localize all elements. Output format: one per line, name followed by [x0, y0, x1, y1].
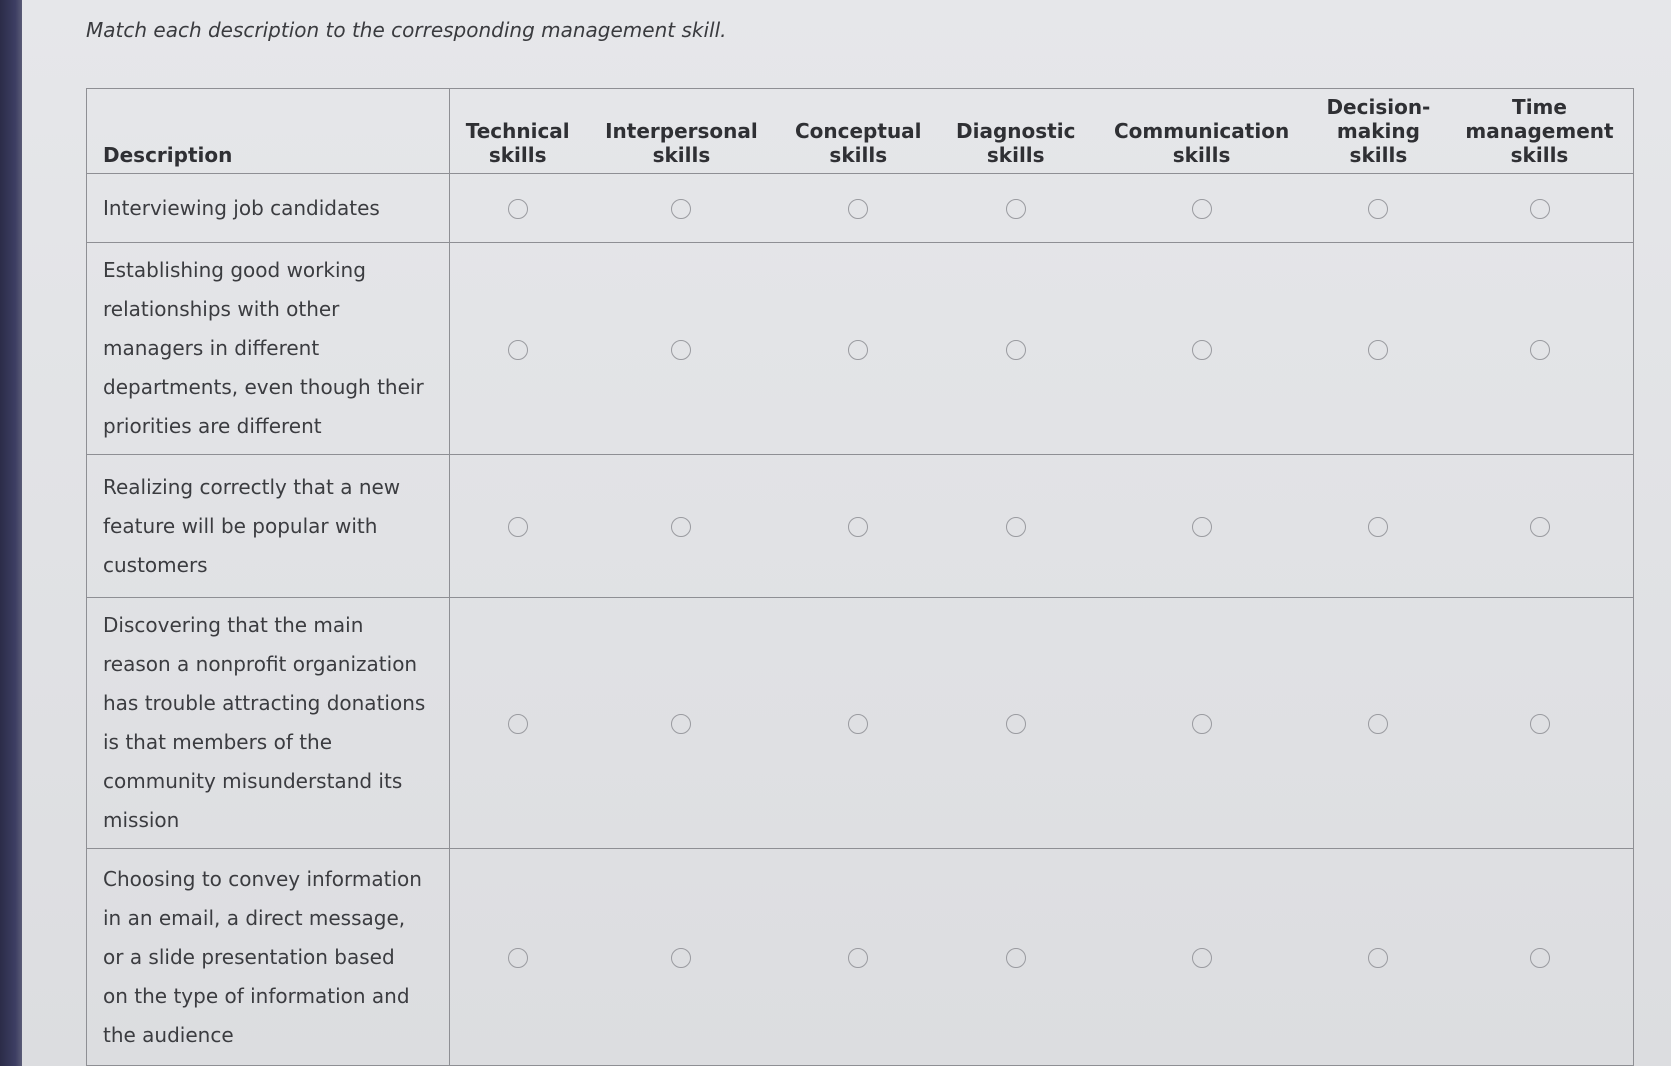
- column-header-communication: Communication skills: [1092, 89, 1310, 174]
- column-header-diagnostic: Diagnostic skills: [939, 89, 1092, 174]
- radio-time-management[interactable]: [1530, 948, 1550, 968]
- radio-communication[interactable]: [1192, 340, 1212, 360]
- radio-technical[interactable]: [508, 199, 528, 219]
- header-row: [87, 89, 1634, 174]
- table-row: [87, 243, 1634, 455]
- description-header: Description: [87, 89, 450, 174]
- radio-diagnostic[interactable]: [1006, 948, 1026, 968]
- table-row: [87, 849, 1634, 1066]
- radio-conceptual[interactable]: [848, 714, 868, 734]
- radio-interpersonal[interactable]: [671, 948, 691, 968]
- radio-decision-making[interactable]: [1368, 340, 1388, 360]
- radio-diagnostic[interactable]: [1006, 199, 1026, 219]
- radio-time-management[interactable]: [1530, 714, 1550, 734]
- radio-decision-making[interactable]: [1368, 517, 1388, 537]
- column-header-technical: Technical skills: [450, 89, 586, 174]
- column-header-conceptual: Conceptual skills: [777, 89, 939, 174]
- radio-technical[interactable]: [508, 948, 528, 968]
- column-header-interpersonal: Interpersonal skills: [585, 89, 777, 174]
- screen: [22, 0, 1671, 1066]
- radio-diagnostic[interactable]: [1006, 340, 1026, 360]
- radio-interpersonal[interactable]: [671, 517, 691, 537]
- radio-time-management[interactable]: [1530, 340, 1550, 360]
- radio-decision-making[interactable]: [1368, 199, 1388, 219]
- radio-diagnostic[interactable]: [1006, 517, 1026, 537]
- radio-interpersonal[interactable]: [671, 340, 691, 360]
- row-description: Discovering that the main reason a nonprofit organization has trouble attracting donations is that members of the community misunderstand its mission: [87, 598, 450, 849]
- radio-conceptual[interactable]: [848, 517, 868, 537]
- column-header-time-management: Time management skills: [1446, 89, 1633, 174]
- row-description: Interviewing job candidates: [87, 174, 450, 243]
- radio-interpersonal[interactable]: [671, 714, 691, 734]
- radio-diagnostic[interactable]: [1006, 714, 1026, 734]
- radio-interpersonal[interactable]: [671, 199, 691, 219]
- radio-conceptual[interactable]: [848, 340, 868, 360]
- radio-communication[interactable]: [1192, 714, 1212, 734]
- radio-technical[interactable]: [508, 517, 528, 537]
- radio-conceptual[interactable]: [848, 199, 868, 219]
- instructions-text: Match each description to the corresponding management skill.: [86, 18, 727, 42]
- radio-communication[interactable]: [1192, 517, 1212, 537]
- table-row: [87, 455, 1634, 598]
- matching-table: [86, 88, 1634, 1066]
- column-header-decision-making: Decision- making skills: [1311, 89, 1446, 174]
- radio-conceptual[interactable]: [848, 948, 868, 968]
- radio-time-management[interactable]: [1530, 517, 1550, 537]
- row-description: Establishing good working relationships with other managers in different departments, even though their priorities are different: [87, 243, 450, 455]
- radio-communication[interactable]: [1192, 948, 1212, 968]
- radio-decision-making[interactable]: [1368, 948, 1388, 968]
- radio-time-management[interactable]: [1530, 199, 1550, 219]
- table-row: [87, 598, 1634, 849]
- row-description: Choosing to convey information in an email, a direct message, or a slide presentation based on the type of information and the audience: [87, 849, 450, 1066]
- table-row: [87, 174, 1634, 243]
- radio-communication[interactable]: [1192, 199, 1212, 219]
- radio-technical[interactable]: [508, 714, 528, 734]
- row-description: Realizing correctly that a new feature will be popular with customers: [87, 455, 450, 598]
- radio-decision-making[interactable]: [1368, 714, 1388, 734]
- radio-technical[interactable]: [508, 340, 528, 360]
- screen-bezel: [0, 0, 22, 1066]
